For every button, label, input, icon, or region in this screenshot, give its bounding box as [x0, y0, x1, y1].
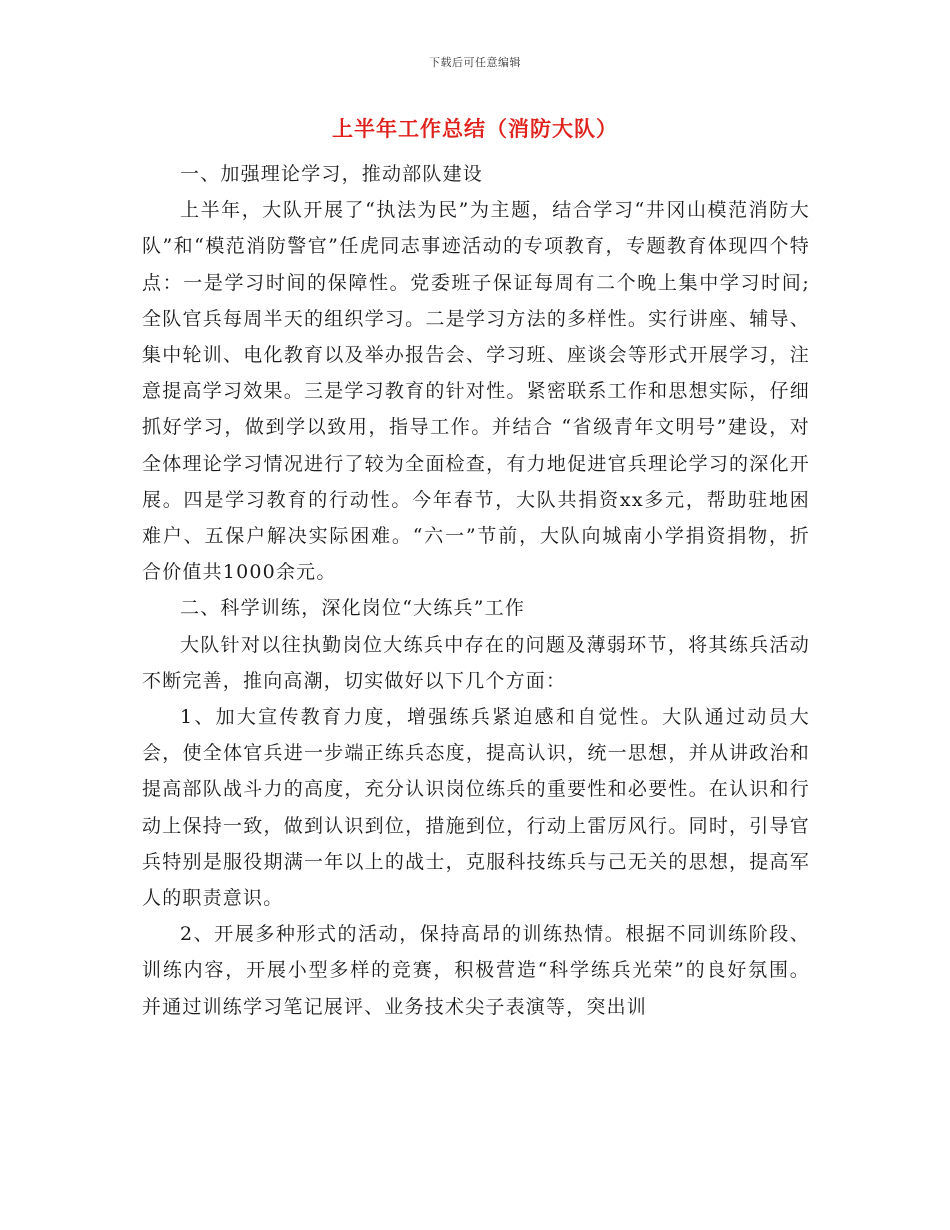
header-note: 下载后可任意编辑	[429, 56, 521, 69]
body-paragraph-2: 大队针对以往执勤岗位大练兵中存在的问题及薄弱环节，将其练兵活动不断完善，推向高潮，切实做好以下几个方面：	[142, 633, 810, 692]
document-body	[142, 156, 810, 1025]
body-paragraph-1: 上半年，大队开展了“执法为民”为主题，结合学习“井冈山模范消防大队”和“模范消防警官”任虎同志事迹活动的专项教育，专题教育体现四个特点：一是学习时间的保障性。党委班子保证每周有二个晚上集中学习时间;全队官兵每周半天的组织学习。二是学习方法的多样性。实行讲座、辅导、集中轮训、电化教育以及举办报告会、学习班、座谈会等形式开展学习，注意提高学习效果。三是学习教育的针对性。紧密联系工作和思想实际，仔细抓好学习，做到学以致用，指导工作。并结合 “省级青年文明号”建设，对全体理论学习情况进行了较为全面检查，有力地促进官兵理论学习的深化开展。四是学习教育的行动性。今年春节，大队共捐资xx多元，帮助驻地困难户、五保户解决实际困难。“六一”节前，大队向城南小学捐资捐物，折合价值共1000余元。	[142, 199, 810, 584]
section-heading-1: 一、加强理论学习，推动部队建设	[180, 163, 484, 185]
section-heading-2: 二、科学训练，深化岗位“大练兵”工作	[180, 597, 526, 620]
document-title: 上半年工作总结（消防大队）	[332, 116, 618, 141]
body-paragraph-3: 1、加大宣传教育力度，增强练兵紧迫感和自觉性。大队通过动员大会，使全体官兵进一步端正练兵态度，提高认识，统一思想，并从讲政治和提高部队战斗力的高度，充分认识岗位练兵的重要性和必要性。在认识和行动上保持一致，做到认识到位，措施到位，行动上雷厉风行。同时，引导官兵特别是服役期满一年以上的战士，克服科技练兵与己无关的思想，提高军人的职责意识。	[142, 706, 810, 910]
body-paragraph-4: 2、开展多种形式的活动，保持高昂的训练热情。根据不同训练阶段、训练内容，开展小型多样的竞赛，积极营造“科学练兵光荣”的良好氛围。并通过训练学习笔记展评、业务技术尖子表演等，突出训	[142, 923, 810, 1018]
